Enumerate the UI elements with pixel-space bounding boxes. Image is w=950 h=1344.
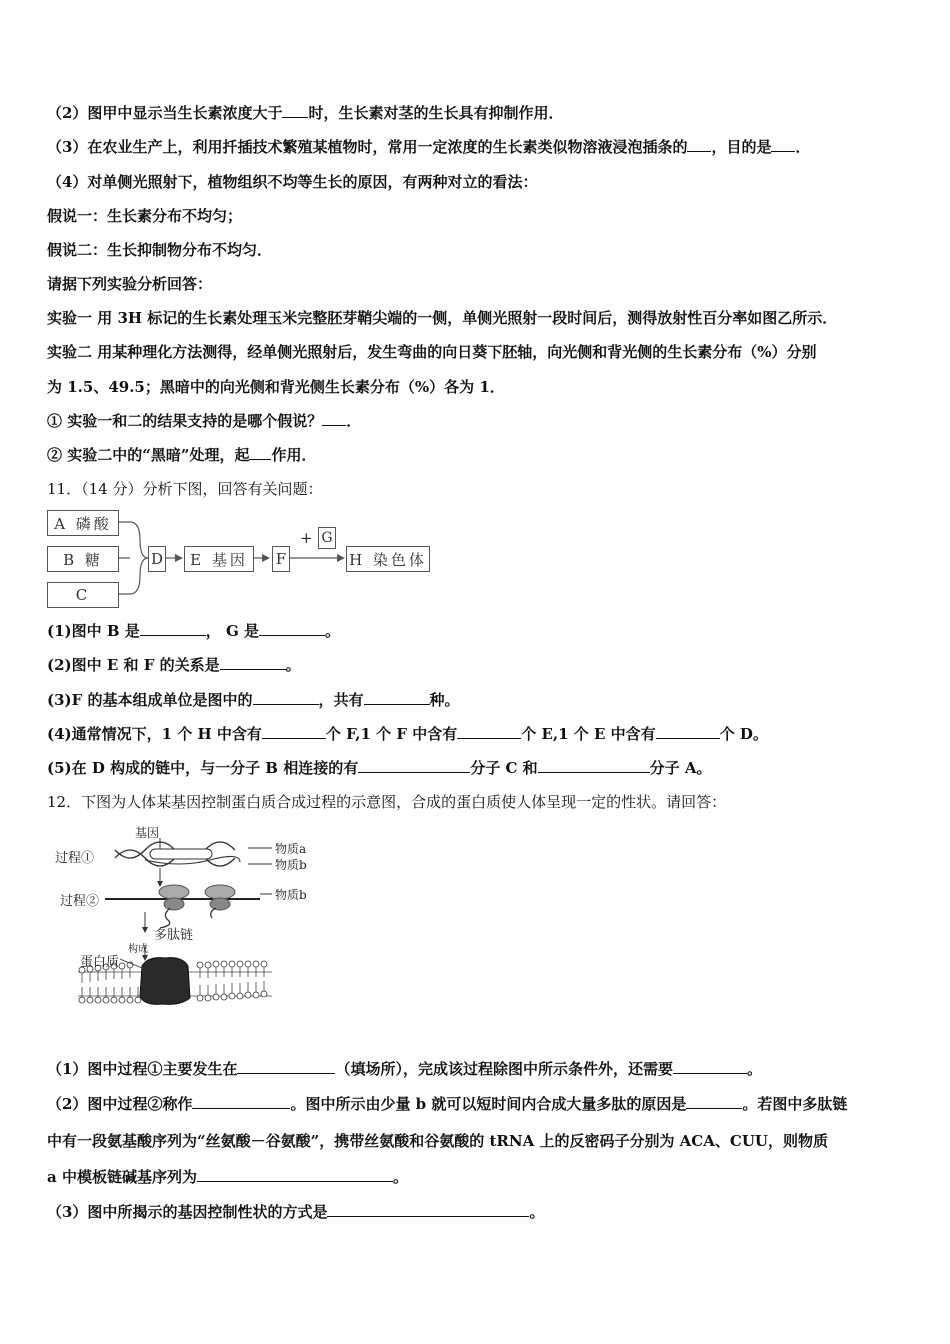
answer-blank	[259, 621, 325, 636]
box-d: D	[148, 546, 166, 572]
label-substance-b-2: 物质b	[275, 888, 307, 902]
answer-blank	[249, 445, 271, 460]
answer-blank	[237, 1059, 335, 1074]
box-h-chromosome: H 染色体	[346, 546, 430, 572]
answer-blank	[262, 724, 326, 739]
q11-title: 11．（14 分）分析下图，回答有关问题：	[47, 480, 323, 498]
label-substance-b: 物质b	[275, 858, 307, 872]
q11-sub4: (4)通常情况下，1 个 H 中含有 个 F,1 个 F 中含有 个 E,1 个 E 中含有 个 D。	[47, 725, 768, 743]
box-c: C	[47, 582, 119, 608]
answer-blank	[197, 1167, 393, 1182]
q12-sub3: （3）图中所揭示的基因控制性状的方式是 。	[47, 1203, 545, 1221]
answer-blank	[327, 1202, 529, 1217]
answer-blank	[192, 1094, 290, 1109]
q10-sub2: ② 实验二中的“黑暗”处理，起 作用．	[47, 446, 317, 464]
box-a-phosphate: A 磷酸	[47, 510, 119, 536]
q12-sub2-line2: 中有一段氨基酸序列为“丝氨酸－谷氨酸”，携带丝氨酸和谷氨酸的 tRNA 上的反密码子分别为 ACA、CUU，则物质	[47, 1132, 828, 1150]
box-f: F	[272, 546, 290, 572]
box-e-gene: E 基因	[184, 546, 254, 572]
answer-blank	[687, 137, 711, 152]
label-process-2: 过程②	[60, 894, 100, 909]
hypothesis-2: 假说二：生长抑制物分布不均匀．	[47, 241, 273, 259]
q10-part2: （2）图甲中显示当生长素浓度大于 时，生长素对茎的生长具有抑制作用．	[47, 104, 564, 122]
answer-blank	[771, 137, 795, 152]
answer-blank	[673, 1059, 747, 1074]
label-protein: 蛋白质	[80, 955, 120, 970]
label-substance-a: 物质a	[275, 842, 307, 856]
answer-blank	[220, 655, 286, 670]
box-g: G	[318, 527, 336, 549]
q10-part4: （4）对单侧光照射下，植物组织不均等生长的原因，有两种对立的看法：	[47, 173, 538, 191]
answer-blank	[656, 724, 720, 739]
answer-blank	[322, 411, 346, 426]
box-b-sugar: B 糖	[47, 546, 119, 572]
label-compose: 构成	[128, 944, 148, 955]
answer-blank	[282, 103, 308, 118]
experiment-2-line2: 为 1.5、49.5；黑暗中的向光侧和背光侧生长素分布（%）各为 1．	[47, 378, 505, 396]
q12-sub1: （1）图中过程①主要发生在 （填场所），完成该过程除图中所示条件外，还需要 。	[47, 1060, 762, 1078]
answer-blank	[538, 758, 650, 773]
analysis-prompt: 请据下列实验分析回答：	[47, 275, 213, 293]
q11-diagram	[40, 505, 435, 610]
answer-blank	[364, 690, 430, 705]
answer-blank	[358, 758, 470, 773]
q12-figure	[50, 820, 320, 1030]
experiment-2-line1: 实验二 用某种理化方法测得，经单侧光照射后，发生弯曲的向日葵下胚轴，向光侧和背光侧的生长素分布（%）分别	[47, 343, 817, 361]
q11-sub2: (2)图中 E 和 F 的关系是 。	[47, 656, 301, 674]
label-polypeptide: 多肽链	[154, 928, 194, 943]
label-gene: 基因	[135, 826, 160, 840]
answer-blank	[457, 724, 521, 739]
experiment-1: 实验一 用 3H 标记的生长素处理玉米完整胚芽鞘尖端的一侧，单侧光照射一段时间后，测得放射性百分率如图乙所示．	[47, 309, 838, 327]
q11-sub3: (3)F 的基本组成单位是图中的 ，共有 种。	[47, 691, 460, 709]
q10-sub1: ① 实验一和二的结果支持的是哪个假说？ ．	[47, 412, 362, 430]
q11-sub1: (1)图中 B 是 ， G 是 。	[47, 622, 341, 640]
q12-sub2-line1: （2）图中过程②称作 。图中所示由少量 b 就可以短时间内合成大量多肽的原因是 。若图中多肽链	[47, 1095, 848, 1113]
answer-blank	[140, 621, 206, 636]
hypothesis-1: 假说一：生长素分布不均匀；	[47, 207, 243, 225]
q12-title: 12．下图为人体某基因控制蛋白质合成过程的示意图，合成的蛋白质使人体呈现一定的性状。请回答：	[47, 793, 727, 811]
plus-sign: +	[300, 529, 313, 547]
q12-sub2-line3: a 中模板链碱基序列为 。	[47, 1168, 408, 1186]
q11-sub5: (5)在 D 构成的链中，与一分子 B 相连接的有 分子 C 和 分子 A。	[47, 759, 712, 777]
answer-blank	[253, 690, 319, 705]
label-process-1: 过程①	[55, 851, 95, 866]
answer-blank	[686, 1094, 742, 1109]
q10-part3: （3）在农业生产上，利用扦插技术繁殖某植物时，常用一定浓度的生长素类似物溶液浸泡插条的 ，目的是 ．	[47, 138, 811, 156]
